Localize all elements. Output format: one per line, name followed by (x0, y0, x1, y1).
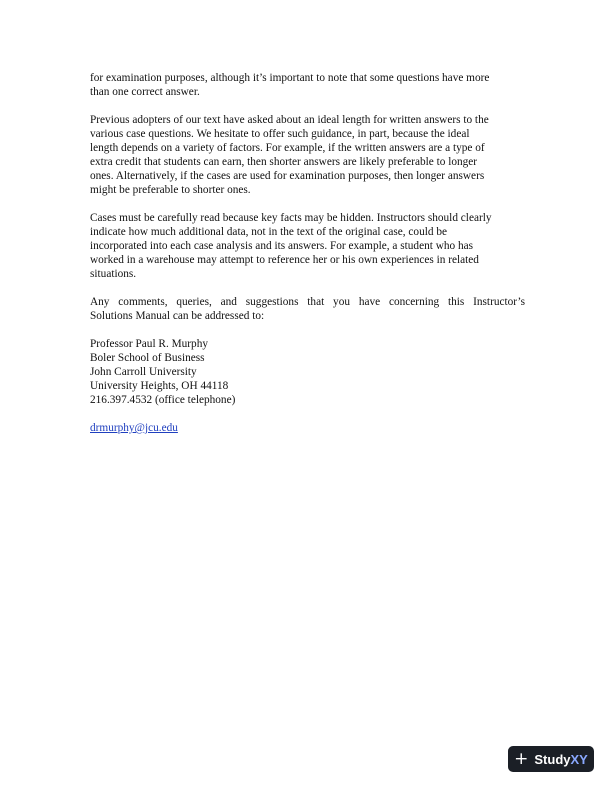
text-line: Cases must be carefully read because key facts may be hidden. Instructors should clearly (90, 212, 492, 224)
text-line: worked in a warehouse may attempt to reference her or his own experiences in related (90, 254, 479, 266)
brand-accent: XY (570, 751, 588, 767)
text-line: Any comments, queries, and suggestions that you have concerning this Instructor’s (90, 296, 525, 308)
contact-email-paragraph (90, 421, 525, 435)
text-line: Previous adopters of our text have asked about an ideal length for written answers to the (90, 114, 489, 126)
text-line: ones. Alternatively, if the cases are used for examination purposes, then longer answers (90, 170, 485, 182)
plus-icon: + (514, 748, 529, 769)
text-line: situations. (90, 268, 137, 280)
text-line: extra credit that students can earn, then shorter answers are likely preferable to longer (90, 156, 478, 168)
contact-school: Boler School of Business (90, 352, 205, 364)
document-page (90, 71, 525, 449)
paragraph-comments (90, 295, 525, 323)
brand-main: Study (534, 751, 571, 767)
text-line: than one correct answer. (90, 86, 200, 98)
email-link[interactable]: drmurphy@jcu.edu (90, 422, 178, 434)
paragraph-answer-length (90, 113, 525, 197)
text-line: for examination purposes, although it’s important to note that some questions have more (90, 72, 490, 84)
contact-name: Professor Paul R. Murphy (90, 338, 208, 350)
paragraph-careful-reading (90, 211, 525, 281)
text-line: Solutions Manual can be addressed to: (90, 310, 265, 322)
text-line: length depends on a variety of factors. For example, if the written answers are a type of (90, 142, 485, 154)
studyxy-badge[interactable] (508, 746, 594, 772)
text-line: indicate how much additional data, not in the text of the original case, could be (90, 226, 447, 238)
contact-university: John Carroll University (90, 366, 197, 378)
text-line: might be preferable to shorter ones. (90, 184, 251, 196)
brand-name (534, 752, 587, 767)
paragraph-examination-note (90, 71, 525, 99)
text-line: incorporated into each case analysis and its answers. For example, a student who has (90, 240, 474, 252)
contact-phone: 216.397.4532 (office telephone) (90, 394, 236, 406)
contact-address (90, 337, 525, 407)
text-line: various case questions. We hesitate to offer such guidance, in part, because the ideal (90, 128, 470, 140)
contact-city: University Heights, OH 44118 (90, 380, 229, 392)
